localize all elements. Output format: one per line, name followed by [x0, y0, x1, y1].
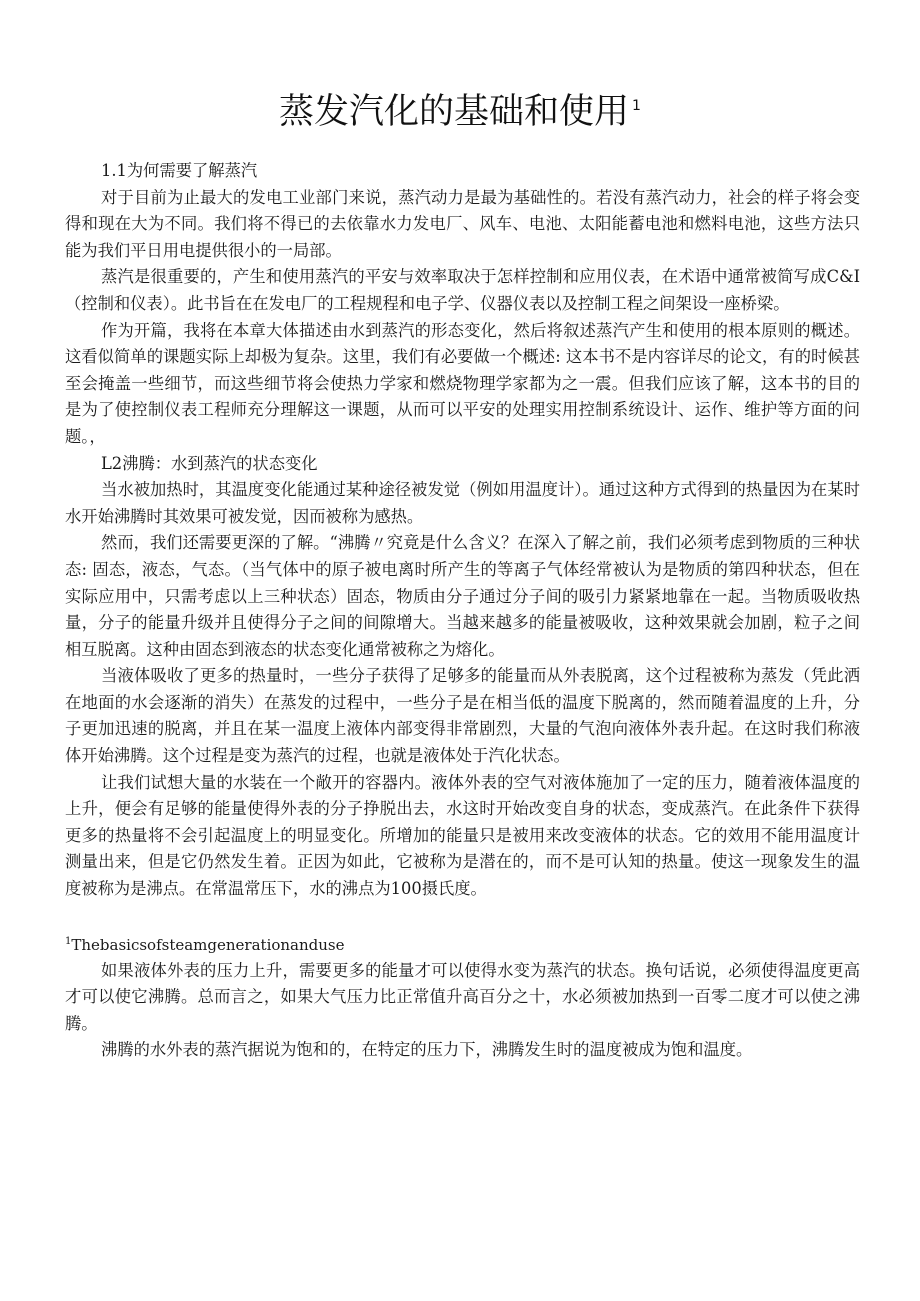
paragraph: 当液体吸收了更多的热量时，一些分子获得了足够多的能量而从外表脱离，这个过程被称为蒸发（凭此洒在地面的水会逐渐的消失）在蒸发的过程中，一些分子是在相当低的温度下脱离的，然而随着温度的上升，分子更加迅速的脱离，并且在某一温度上液体内部变得非常剧烈，大量的气泡向液体外表升起。在这时我们称液体开始沸腾。这个过程是变为蒸汽的过程，也就是液体处于汽化状态。 — [65, 666, 860, 766]
footnote — [65, 929, 860, 958]
paragraph: 当水被加热时，其温度变化能通过某种途径被发觉（例如用温度计）。通过这种方式得到的热量因为在某时水开始沸腾时其效果可被发觉，因而被称为感热。 — [65, 480, 860, 526]
footnote-mark: 1 — [65, 935, 72, 947]
paragraph: 让我们试想大量的水装在一个敞开的容器内。液体外表的空气对液体施加了一定的压力，随着液体温度的上升，便会有足够的能量使得外表的分子挣脱出去，水这时开始改变自身的状态，变成蒸汽。在此条件下获得更多的热量将不会引起温度上的明显变化。所增加的能量只是被用来改变液体的状态。它的效用不能用温度计测量出来，但是它仍然发生着。正因为如此，它被称为是潜在的，而不是可认知的热量。使这一现象发生的温度被称为是沸点。在常温常压下，水的沸点为100摄氏度。 — [65, 772, 860, 899]
paragraph: 然而，我们还需要更深的了解。“沸腾〃究竟是什么含义？在深入了解之前，我们必须考虑到物质的三种状态: 固态，液态，气态。（当气体中的原子被电离时所产生的等离子气体经常被认为是物质的第四种状态，但在实际应用中，只需考虑以上三种状态）固态，物质由分子通过分子间的吸引力紧紧地靠在一起。当物质吸收热量，分子的能量升级并且使得分子之间的间隙增大。当越来越多的能量被吸收，这种效果就会加剧，粒子之间相互脱离。这种由固态到液态的状态变化通常被称之为熔化。 — [65, 533, 860, 659]
section-heading: 1.1为何需要了解蒸汽 — [101, 161, 258, 180]
title-footnote-mark: 1 — [632, 98, 641, 115]
paragraph: 对于目前为止最大的发电工业部门来说，蒸汽动力是最为基础性的。若没有蒸汽动力，社会的样子将会变得和现在大为不同。我们将不得已的去依靠水力发电厂、风车、电池、太阳能蓄电池和燃料电池，这些方法只能为我们平日用电提供很小的一局部。 — [65, 187, 860, 260]
paragraph: 如果液体外表的压力上升，需要更多的能量才可以使得水变为蒸汽的状态。换句话说，必须使得温度更高才可以使它沸腾。总而言之，如果大气压力比正常值升高百分之十，水必须被加热到一百零二度才可以使之沸腾。 — [65, 960, 860, 1033]
document-title — [0, 84, 920, 134]
paragraph: 沸腾的水外表的蒸汽据说为饱和的，在特定的压力下，沸腾发生时的温度被成为饱和温度。 — [101, 1040, 753, 1060]
paragraph: 作为开篇，我将在本章大体描述由水到蒸汽的形态变化，然后将叙述蒸汽产生和使用的根本原则的概述。这看似简单的课题实际上却极为复杂。这里，我们有必要做一个概述: 这本书不是内容详尽的论文，有的时候甚至会掩盖一些细节，而这些细节将会使热力学家和燃烧物理学家都为之一震。但我们应该了解，这本书的目的是为了使控制仪表工程师充分理解这一课题，从而可以平安的处理实用控制系统设计、运作、维护等方面的问题。， — [65, 320, 860, 446]
title-text: 蒸发汽化的基础和使用 — [279, 92, 630, 132]
footnote-text: Thebasicsofsteamgenerationanduse — [71, 935, 345, 954]
document-body — [65, 158, 860, 1064]
section-heading: L2沸腾：水到蒸汽的状态变化 — [101, 453, 318, 473]
paragraph: 蒸汽是很重要的，产生和使用蒸汽的平安与效率取决于怎样控制和应用仪表，在术语中通常被简写成C&I（控制和仪表）。此书旨在在发电厂的工程规程和电子学、仪器仪表以及控制工程之间架设一座桥梁。 — [65, 267, 860, 313]
